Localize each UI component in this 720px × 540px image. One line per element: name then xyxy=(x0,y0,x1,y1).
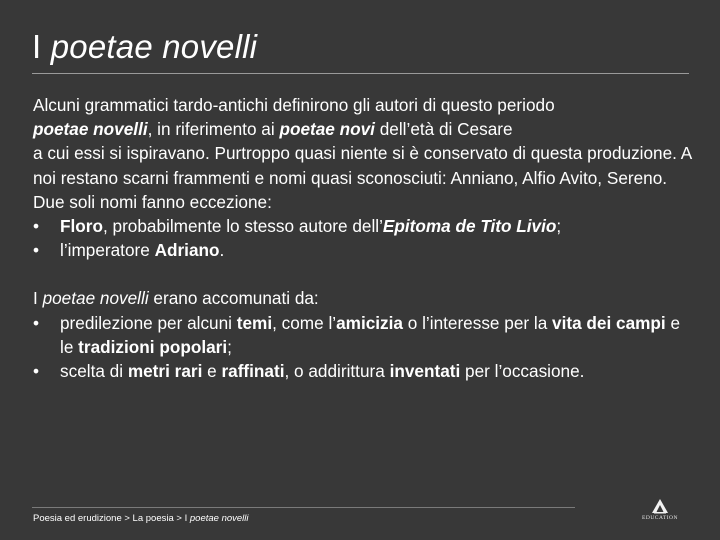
footer-divider xyxy=(32,507,575,508)
breadcrumb xyxy=(33,513,249,524)
intro-line-2 xyxy=(33,117,693,141)
spacer xyxy=(33,262,693,286)
slide-title xyxy=(32,28,257,66)
list-text: e le xyxy=(60,312,681,357)
bullet-icon: • xyxy=(33,240,40,261)
bullet-icon: • xyxy=(33,361,40,382)
list-text: , o addirittura xyxy=(284,361,390,382)
intro-text-3: , in riferimento ai xyxy=(147,119,280,140)
list-text: e xyxy=(202,361,222,382)
breadcrumb-path: Poesia ed erudizione > La poesia > I xyxy=(33,513,190,524)
traits-list xyxy=(33,311,693,384)
intro-text-1: Alcuni grammatici tardo-antichi definirono gli autori di questo periodo xyxy=(33,95,555,115)
keyword-inventati: inventati xyxy=(389,361,461,382)
bullet-icon: • xyxy=(33,312,40,333)
intro-line-1 xyxy=(33,93,693,117)
term-poetae-novelli: poetae novelli xyxy=(33,119,148,140)
exceptions-intro: Due soli nomi fanno eccezione: xyxy=(33,191,272,212)
name-adriano: Adriano xyxy=(154,240,220,261)
list-item xyxy=(33,214,693,238)
traits-intro xyxy=(33,286,693,310)
list-text: scelta di xyxy=(60,361,128,382)
keyword-metri-rari: metri rari xyxy=(127,361,203,382)
keyword-vita-dei-campi: vita dei campi xyxy=(552,312,666,333)
list-item xyxy=(33,238,693,262)
list-text: o l’interesse per la xyxy=(403,312,553,333)
keyword-tradizioni-popolari: tradizioni popolari xyxy=(78,336,228,357)
list-text: predilezione per alcuni xyxy=(60,312,237,333)
list-text: ; xyxy=(556,216,562,237)
list-text: ; xyxy=(227,336,232,357)
bullet-icon: • xyxy=(33,216,40,237)
keyword-temi: temi xyxy=(236,312,273,333)
title-epitoma: Epitoma de Tito Livio xyxy=(382,216,557,237)
list-text: l’imperatore xyxy=(60,240,155,261)
term-poetae-novelli-2: poetae novelli xyxy=(42,288,149,309)
title-italic: poetae novelli xyxy=(50,28,258,65)
exceptions-list xyxy=(33,214,693,262)
slide-body xyxy=(33,93,693,383)
list-text: . xyxy=(219,240,225,261)
intro-text-5: dell’età di Cesare xyxy=(374,119,513,140)
list-text: , probabilmente lo stesso autore dell’ xyxy=(102,216,383,237)
term-poetae-novi: poetae novi xyxy=(279,119,375,140)
breadcrumb-current: poetae novelli xyxy=(189,513,249,524)
keyword-amicizia: amicizia xyxy=(336,312,403,333)
keyword-raffinati: raffinati xyxy=(221,361,285,382)
logo-text: EDUCATION xyxy=(642,515,678,521)
list-text: per l’occasione. xyxy=(460,361,585,382)
list-item xyxy=(33,311,693,359)
intro-paragraph-rest: a cui essi si ispiravano. Purtroppo quasi niente si è conservato di questa produzione. A noi restano scarni frammenti e nomi quasi sconosciuti: Anniano, Alfio Avito, Sereno. xyxy=(33,143,692,188)
list-item xyxy=(33,359,693,383)
traits-text: erano accomunati da: xyxy=(148,288,319,309)
title-divider xyxy=(32,73,689,74)
list-text: , come l’ xyxy=(272,312,337,333)
name-floro: Floro xyxy=(60,216,103,237)
traits-text: I xyxy=(33,288,43,309)
title-prefix: I xyxy=(32,28,51,65)
